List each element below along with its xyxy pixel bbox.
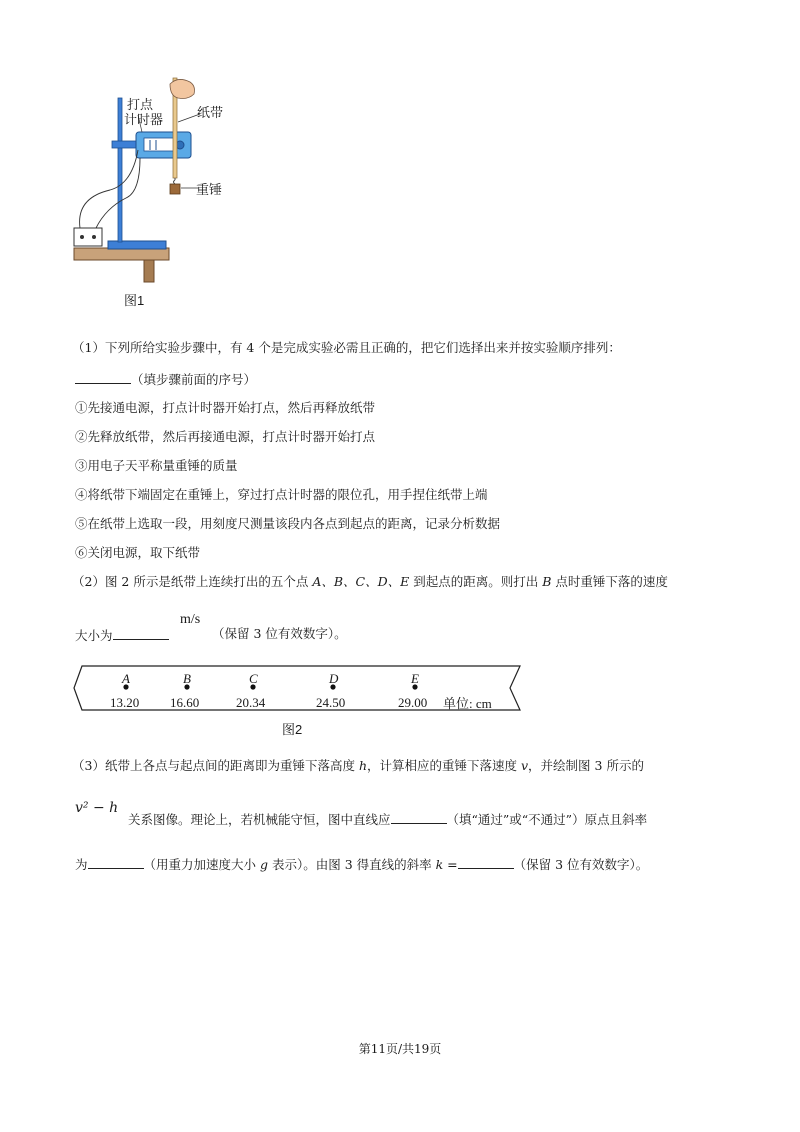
q3-line2: 关系图像。理论上，若机械能守恒，图中直线应 （填“通过”或“不通过”）原点且斜率	[128, 812, 648, 827]
q2-answer-blank[interactable]	[113, 626, 169, 640]
label-tape: 纸带	[197, 105, 224, 120]
q2-hint: （保留 3 位有效数字）。	[212, 626, 347, 641]
tape-point-value: 13.20	[110, 695, 140, 710]
clamp	[112, 141, 138, 148]
stand-rod	[118, 98, 122, 242]
q1-step: ②先释放纸带，然后再接通电源，打点计时器开始打点	[75, 429, 376, 444]
power-supply	[74, 228, 102, 246]
q1-step: ①先接通电源，打点计时器开始打点，然后再释放纸带	[75, 400, 376, 415]
q2-line2: 大小为	[75, 626, 169, 644]
tape-point-label: E	[411, 671, 419, 686]
table-top	[74, 248, 169, 260]
timer-window	[144, 138, 174, 151]
hand-icon	[170, 79, 195, 98]
label-weight: 重锤	[196, 182, 223, 197]
tape-point-value: 29.00	[398, 695, 428, 710]
q1-intro: （1）下列所给实验步骤中，有 4 个是完成实验必需且正确的，把它们选择出来并按实验顺序排列：	[72, 340, 621, 355]
q1-step: ⑥关闭电源，取下纸带	[75, 545, 201, 560]
label-timer-line1: 打点	[127, 97, 154, 112]
table-leg	[144, 260, 154, 282]
page-footer: 第11页/共19页	[358, 1042, 442, 1056]
figure2-caption: 图2	[282, 722, 303, 737]
q2-unit: m/s	[180, 612, 201, 627]
tape-point-label: B	[183, 671, 191, 686]
tape-unit-label: 单位: cm	[443, 696, 492, 711]
tape-point-label: D	[329, 671, 339, 686]
q1-answer-blank[interactable]	[75, 370, 131, 384]
tape-point-value: 24.50	[316, 695, 346, 710]
tape-point-label: C	[249, 671, 258, 686]
q1-step: ③用电子天平称量重锤的质量	[75, 458, 238, 473]
tape-point-value: 20.34	[236, 695, 266, 710]
q3-line1: （3）纸带上各点与起点间的距离即为重锤下落高度 h，计算相应的重锤下落速度 v，并绘制图 3 所示的	[72, 758, 644, 773]
weight	[170, 184, 180, 194]
stand-base	[108, 241, 166, 249]
q2-points: A、B、C、D、E	[312, 574, 410, 589]
q3-formula: v² − h	[75, 800, 119, 816]
q1-answer-line	[75, 370, 256, 388]
wire	[80, 150, 138, 228]
q3-line3: 为 （用重力加速度大小 g 表示）。由图 3 得直线的斜率 k = （保留 3 位有效数字）。	[75, 857, 649, 872]
figure1-caption: 图1	[124, 293, 145, 308]
q1-step: ⑤在纸带上选取一段，用刻度尺测量该段内各点到起点的距离，记录分析数据	[75, 516, 501, 531]
label-timer-line2: 计时器	[124, 112, 164, 127]
q3-blank-slope-expr[interactable]	[88, 855, 144, 869]
q3-blank-slope-value[interactable]	[458, 855, 514, 869]
q1-step: ④将纸带下端固定在重锤上，穿过打点计时器的限位孔，用手捏住纸带上端	[75, 487, 488, 502]
q2-line1: （2）图 2 所示是纸带上连续打出的五个点 A、B、C、D、E 到起点的距离。则打出 B 点时重锤下落的速度	[72, 574, 668, 589]
q1-answer-hint: （填步骤前面的序号）	[131, 372, 257, 387]
q3-blank-origin[interactable]	[391, 810, 447, 824]
tape-point-value: 16.60	[170, 695, 200, 710]
tape-point-label: A	[122, 671, 130, 686]
